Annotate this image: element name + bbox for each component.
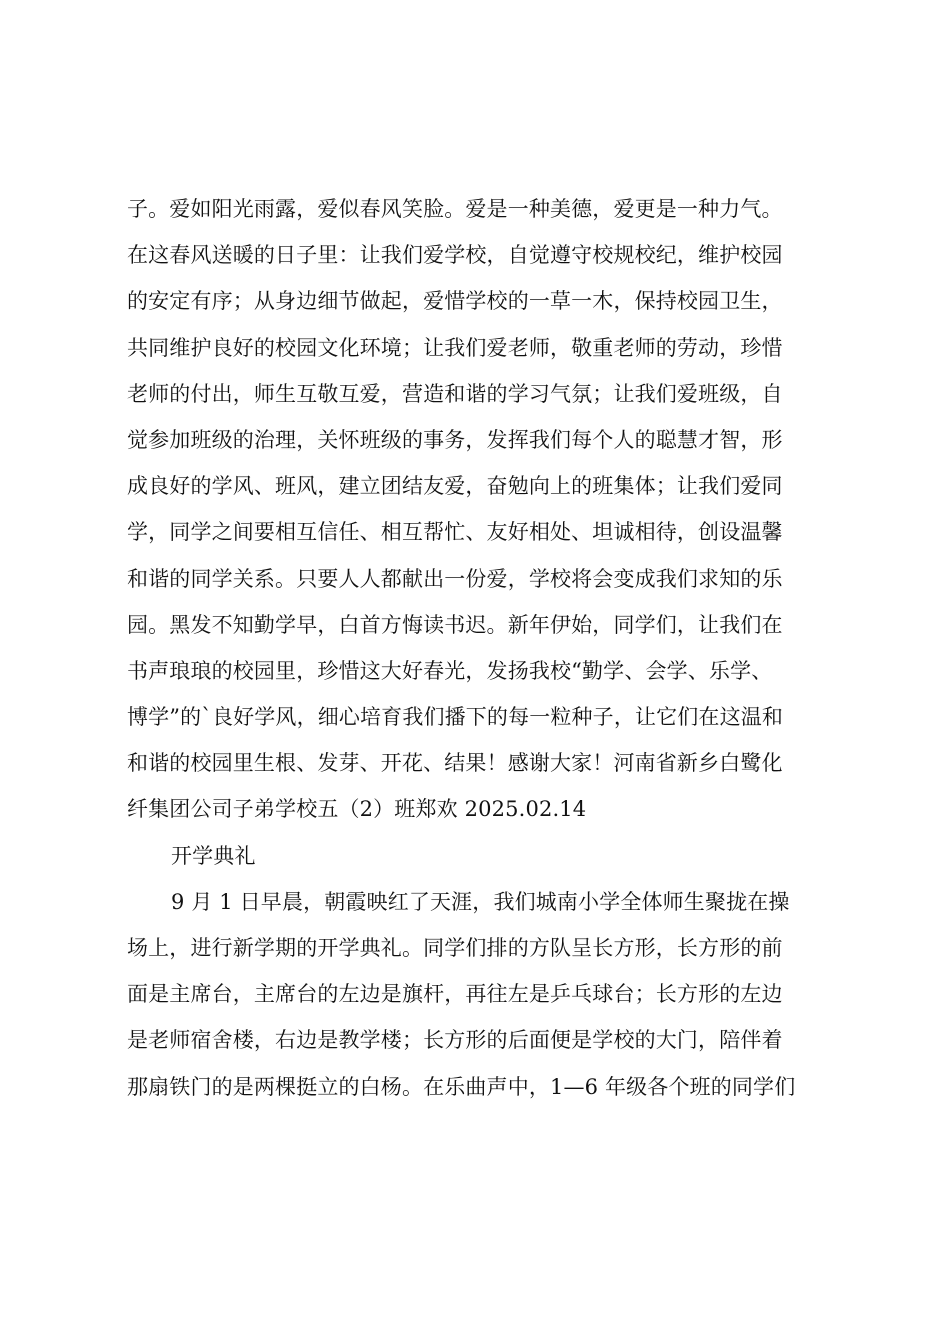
text-line: 纤集团公司子弟学校五（2）班郑欢 2025.02.14 [127, 797, 587, 822]
text-line: 书声琅琅的校园里，珍惜这大好春光，发扬我校“勤学、会学、乐学、 [127, 658, 773, 683]
text-line: 共同维护良好的校园文化环境；让我们爱老师，敬重老师的劳动，珍惜 [127, 335, 783, 360]
text-line: 和谐的校园里生根、发芽、开花、结果！感谢大家！河南省新乡白鹭化 [127, 751, 783, 776]
text-line: 场上，进行新学期的开学典礼。同学们排的方队呈长方形，长方形的前 [127, 936, 783, 960]
section-heading: 开学典礼 [171, 843, 256, 868]
text-line: 园。黑发不知勤学早，白首方悔读书迟。新年伊始，同学们，让我们在 [127, 612, 783, 637]
text-line: 的安定有序；从身边细节做起，爱惜学校的一草一木，保持校园卫生， [127, 289, 783, 314]
text-line: 9 月 1 日早晨，朝霞映红了天涯，我们城南小学全体师生聚拢在操 [171, 889, 790, 914]
text-line: 觉参加班级的治理，关怀班级的事务，发挥我们每个人的聪慧才智，形 [127, 427, 783, 452]
text-line: 面是主席台，主席台的左边是旗杆，再往左是乒乓球台；长方形的左边 [127, 982, 783, 1007]
text-line: 成良好的学风、班风，建立团结友爱，奋勉向上的班集体；让我们爱同 [127, 474, 783, 499]
text-line: 子。爱如阳光雨露，爱似春风笑脸。爱是一种美德，爱更是一种力气。 [127, 197, 783, 221]
text-line: 在这春风送暖的日子里：让我们爱学校，自觉遵守校规校纪，维护校园 [127, 243, 783, 268]
text-line: 学，同学之间要相互信任、相互帮忙、友好相处、坦诚相待，创设温馨 [127, 520, 783, 545]
text-line: 是老师宿舍楼，右边是教学楼；长方形的后面便是学校的大门，陪伴着 [127, 1028, 783, 1053]
document-body [127, 186, 837, 1110]
text-line: 博学”的`良好学风，细心培育我们播下的每一粒种子，让它们在这温和 [127, 705, 784, 730]
text-line: 和谐的同学关系。只要人人都献出一份爱，学校将会变成我们求知的乐 [127, 566, 783, 591]
text-line: 老师的付出，师生互敬互爱，营造和谐的学习气氛；让我们爱班级，自 [127, 381, 783, 406]
text-line: 那扇铁门的是两棵挺立的白杨。在乐曲声中，1—6 年级各个班的同学们 [127, 1074, 796, 1099]
